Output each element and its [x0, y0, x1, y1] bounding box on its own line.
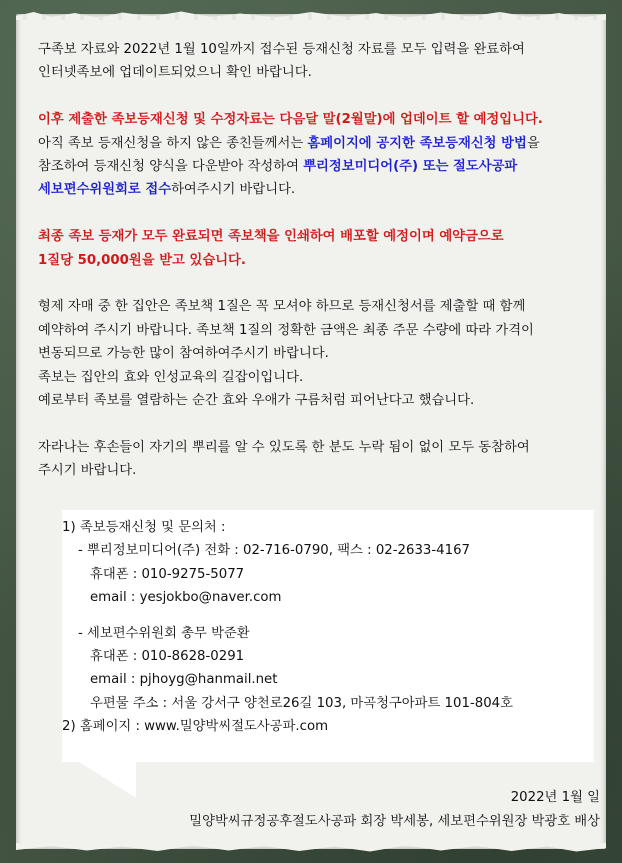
- notice-date: 2022년 1월 일: [510, 790, 600, 805]
- paragraph-reservation: [38, 225, 604, 272]
- notice-line: 자라나는 후손들이 자기의 뿌리를 알 수 있도록 한 분도 누락 됨이 없이 모두 동참하여: [38, 439, 530, 455]
- homepage-method-link: 홈페이지에 공지한 족보등재신청 방법: [307, 135, 527, 151]
- notice-line-red: 이후 제출한 족보등재신청 및 수정자료는 다음달 말(2월말)에 업데이트 할 예정입니다.: [38, 112, 543, 128]
- notice-line: 주시기 바랍니다.: [38, 463, 137, 479]
- notice-line-blue: 뿌리정보미디어(주) 또는 절도사공파: [303, 159, 518, 175]
- paragraph-update-complete: [38, 38, 604, 85]
- committee-address: 우편물 주소 : 서울 강서구 양천로26길 103, 마곡청구아파트 101-804호: [90, 695, 513, 711]
- committee-contact: - 세보편수위원회 총무 박준환: [78, 625, 250, 641]
- notice-line: 예로부터 족보를 열람하는 순간 효와 우애가 구름처럼 피어난다고 했습니다.: [38, 393, 475, 409]
- company-phone-fax: - 뿌리정보미디어(주) 전화 : 02-716-0790, 팩스 : 02-2633-4167: [78, 543, 471, 559]
- notice-line: 구족보 자료와 2022년 1월 10일까지 접수된 등재신청 자료를 모두 입력을 완료하여: [38, 42, 525, 57]
- notice-line: 형제 자매 중 한 집안은 족보책 1질은 꼭 모셔야 하므로 등재신청서를 제출할 때 함께: [38, 299, 526, 315]
- notice-footer: [189, 786, 600, 834]
- notice-line: 하여주시기 바랍니다.: [171, 182, 296, 198]
- committee-mobile: 휴대폰 : 010-8628-0291: [90, 649, 245, 665]
- paragraph-participation: [38, 436, 604, 483]
- notice-line: 예약하여 주시기 바랍니다. 족보책 1질의 정확한 금액은 최종 주문 수량에 따라 가격이: [38, 322, 534, 338]
- notice-line-red: 최종 족보 등재가 모두 완료되면 족보책을 인쇄하여 배포할 예정이며 예약금으로: [38, 229, 504, 245]
- notice-line-blue: 세보편수위원회로 접수: [38, 182, 172, 198]
- notice-line: 족보는 집안의 효와 인성교육의 길잡이입니다.: [38, 369, 304, 385]
- homepage-link[interactable]: 2) 홈페이지 : www.밀양박씨절도사공파.com: [62, 719, 329, 735]
- committee-email: email : pjhoyg@hanmail.net: [90, 672, 278, 688]
- notice-line-red: 1질당 50,000원을 받고 있습니다.: [38, 252, 246, 268]
- notice-line: 참조하여 등재신청 양식을 다운받아 작성하여: [38, 159, 304, 175]
- notice-line: 아직 족보 등재신청을 하지 않은 종친들께서는: [38, 135, 308, 151]
- notice-body: [38, 38, 604, 483]
- company-email: email : yesjokbo@naver.com: [90, 590, 282, 606]
- paragraph-family-request: [38, 295, 604, 412]
- paragraph-next-update: [38, 108, 604, 202]
- notice-line: 을: [526, 135, 540, 151]
- company-mobile: 휴대폰 : 010-9275-5077: [90, 566, 245, 582]
- notice-line: 변동되므로 가능한 많이 참여하여주시기 바랍니다.: [38, 346, 329, 362]
- contact-list: [62, 516, 592, 739]
- contact-heading: 1) 족보등재신청 및 문의처 :: [62, 520, 226, 535]
- notice-line: 인터넷족보에 업데이트되었으니 확인 바랍니다.: [38, 65, 312, 81]
- notice-signatures: 밀양박씨규정공후절도사공파 회장 박세봉, 세보편수위원장 박광호 배상: [189, 814, 600, 829]
